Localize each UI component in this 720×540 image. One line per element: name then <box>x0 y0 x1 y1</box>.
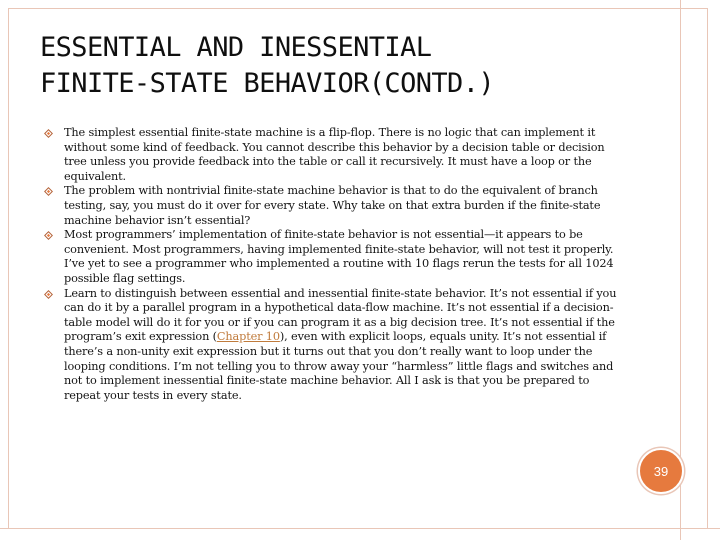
chapter-10-link[interactable]: Chapter 10 <box>216 330 280 344</box>
diamond-bullet-icon <box>44 129 53 138</box>
diamond-bullet-icon <box>44 187 53 196</box>
slide-title-line-2: FINITE-STATE BEHAVIOR(CONTD.) <box>40 68 495 99</box>
page-number-badge <box>638 448 684 494</box>
decorative-horizontal-rule <box>0 528 720 529</box>
list-item <box>43 287 623 404</box>
bullet-text-after-link: ), even with explicit loops, equals unity. It’s not essential if there’s a non-unity exit expression but it turns out that you don’t really want to loop under the looping conditions. I’m not telling you to throw away your “harmless” little flags and switches and not to implement inessential finite-state machine behavior. All I ask is that you be prepared to repeat your tests in every state. <box>64 330 614 402</box>
list-item <box>43 126 623 184</box>
list-item <box>43 228 623 286</box>
list-item <box>43 184 623 228</box>
diamond-bullet-icon <box>44 231 53 240</box>
bullet-text: Most programmers’ implementation of finite-state behavior is not essential—it appears to be convenient. Most programmers, having implemented finite-state behavior, will not test it properly. I’ve yet to see a programmer who implemented a routine with 10 flags rerun the tests for all 1024 possible flag settings. <box>64 228 614 285</box>
page-number: 39 <box>653 463 669 479</box>
bullet-text: The problem with nontrivial finite-state machine behavior is that to do the equivalent of branch testing, say, you must do it over for every state. Why take on that extra burden if the finite-state machine behavior isn’t essential? <box>64 184 601 227</box>
bullet-text: The simplest essential finite-state machine is a flip-flop. There is no logic that can implement it without some kind of feedback. You cannot describe this behavior by a decision table or decision tree unless you provide feedback into the table or call it recursively. It must have a loop or the equivalent. <box>64 126 605 183</box>
slide-title <box>40 30 660 102</box>
slide-title-line-1: ESSENTIAL AND INESSENTIAL <box>40 32 432 63</box>
bullet-text-before-link: Learn to distinguish between essential and inessential finite-state behavior. It’s not essential if you can do it by a parallel program in a hypothetical data-flow machine. It’s not essential if a decision-table model will do it for you or if you can program it as a big decision tree. It’s not essential if the program’s exit expression ( <box>64 286 617 344</box>
bullet-list <box>43 126 623 403</box>
bullet-text <box>64 287 623 404</box>
diamond-bullet-icon <box>44 290 53 299</box>
